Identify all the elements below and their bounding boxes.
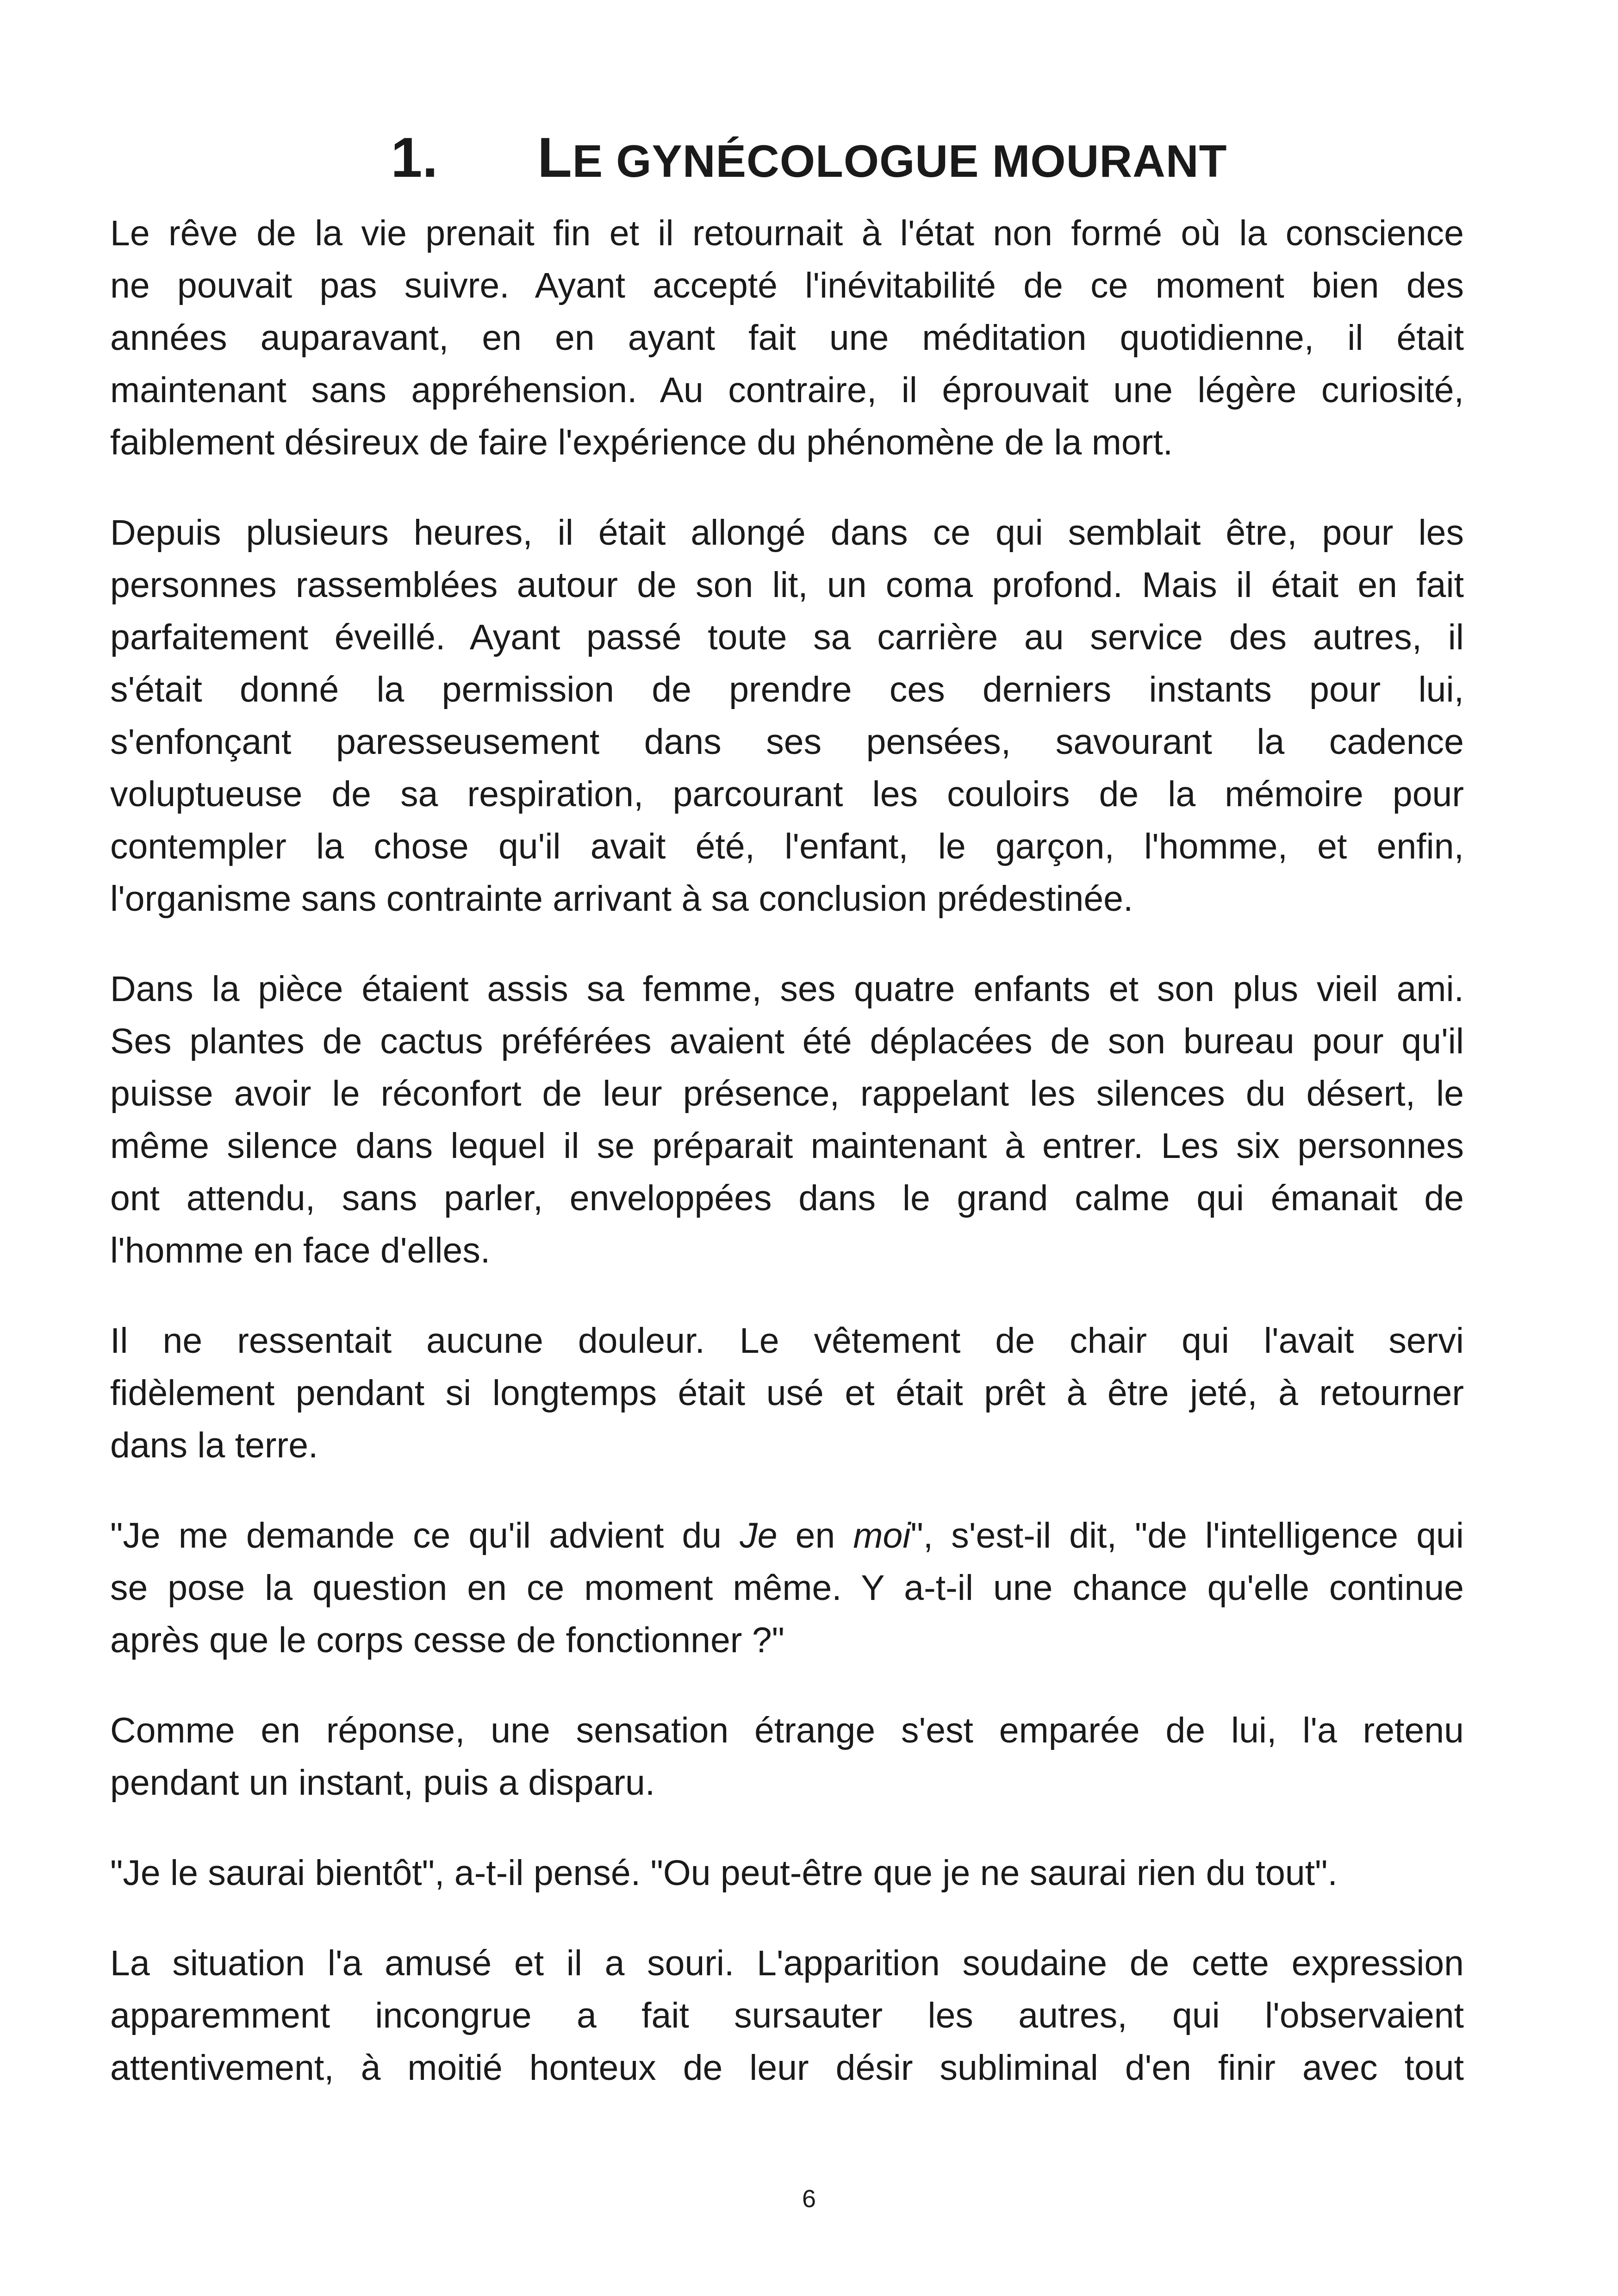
text-line: contempler la chose qu'il avait été, l'enfant, le garçon, l'homme, et enfin,: [110, 827, 1464, 866]
text-line: Il ne ressentait aucune douleur. Le vêtement de chair qui l'avait servi: [110, 1321, 1464, 1361]
text-line: parfaitement éveillé. Ayant passé toute sa carrière au service des autres, il: [110, 617, 1464, 657]
text-line: puisse avoir le réconfort de leur présence, rappelant les silences du désert, le: [110, 1074, 1464, 1114]
text-line: même silence dans lequel il se préparait maintenant à entrer. Les six personnes: [110, 1126, 1464, 1166]
text-line: voluptueuse de sa respiration, parcourant les couloirs de la mémoire pour: [110, 774, 1464, 814]
paragraph-7: [110, 1847, 1464, 1899]
text-line: Ses plantes de cactus préférées avaient été déplacées de son bureau pour qu'il: [110, 1021, 1464, 1061]
chapter-number: 1.: [391, 126, 438, 189]
text-line: maintenant sans appréhension. Au contraire, il éprouvait une légère curiosité,: [110, 370, 1464, 410]
text-segment: en: [777, 1516, 853, 1556]
text-line: apparemment incongrue a fait sursauter les autres, qui l'observaient: [110, 1996, 1464, 2035]
chapter-title: [537, 125, 1227, 190]
body-text: [110, 207, 1464, 2132]
text-segment: ", s'est-il dit, "de l'intelligence qui: [910, 1516, 1464, 1556]
text-line: Depuis plusieurs heures, il était allongé dans ce qui semblait être, pour les: [110, 513, 1464, 553]
text-line: personnes rassemblées autour de son lit, un coma profond. Mais il était en fait: [110, 565, 1464, 605]
text-line: s'était donné la permission de prendre ces derniers instants pour lui,: [110, 670, 1464, 709]
paragraph-5: [110, 1510, 1464, 1667]
text-segment: "Je me demande ce qu'il advient du: [110, 1516, 740, 1556]
paragraph-2: [110, 507, 1464, 925]
chapter-title-initial: L: [537, 126, 573, 189]
text-line: pendant un instant, puis a disparu.: [110, 1763, 655, 1803]
paragraph-3: [110, 963, 1464, 1277]
text-line: ont attendu, sans parler, enveloppées dans le grand calme qui émanait de: [110, 1178, 1464, 1218]
text-line: Comme en réponse, une sensation étrange s'est emparée de lui, l'a retenu: [110, 1711, 1464, 1750]
italic-text: moi: [853, 1516, 911, 1556]
text-line: [110, 1510, 1464, 1562]
chapter-title-rest: E GYNÉCOLOGUE MOURANT: [572, 136, 1227, 187]
paragraph-1: [110, 207, 1464, 469]
text-line: se pose la question en ce moment même. Y a-t-il une chance qu'elle continue: [110, 1568, 1464, 1608]
text-line: dans la terre.: [110, 1425, 318, 1465]
page-number: 6: [802, 2185, 816, 2213]
text-line: l'homme en face d'elles.: [110, 1231, 491, 1270]
text-line: La situation l'a amusé et il a souri. L'apparition soudaine de cette expression: [110, 1943, 1464, 1983]
paragraph-6: [110, 1705, 1464, 1809]
text-line: fidèlement pendant si longtemps était usé et était prêt à être jeté, à retourner: [110, 1373, 1464, 1413]
text-line: "Je le saurai bientôt", a-t-il pensé. "Ou peut-être que je ne saurai rien du tout".: [110, 1853, 1338, 1893]
text-line: s'enfonçant paresseusement dans ses pensées, savourant la cadence: [110, 722, 1464, 762]
chapter-heading: [0, 118, 1618, 197]
italic-text: Je: [740, 1516, 778, 1556]
text-line: attentivement, à moitié honteux de leur désir subliminal d'en finir avec tout: [110, 2048, 1464, 2088]
text-line: après que le corps cesse de fonctionner ?": [110, 1620, 784, 1660]
text-line: ne pouvait pas suivre. Ayant accepté l'inévitabilité de ce moment bien des: [110, 266, 1464, 305]
text-line: faiblement désireux de faire l'expérience du phénomène de la mort.: [110, 423, 1173, 462]
text-line: années auparavant, en en ayant fait une méditation quotidienne, il était: [110, 318, 1464, 358]
text-line: Le rêve de la vie prenait fin et il retournait à l'état non formé où la conscience: [110, 213, 1464, 253]
paragraph-4: [110, 1315, 1464, 1472]
text-line: l'organisme sans contrainte arrivant à sa conclusion prédestinée.: [110, 879, 1133, 919]
paragraph-8: [110, 1937, 1464, 2094]
text-line: Dans la pièce étaient assis sa femme, ses quatre enfants et son plus vieil ami.: [110, 969, 1464, 1009]
